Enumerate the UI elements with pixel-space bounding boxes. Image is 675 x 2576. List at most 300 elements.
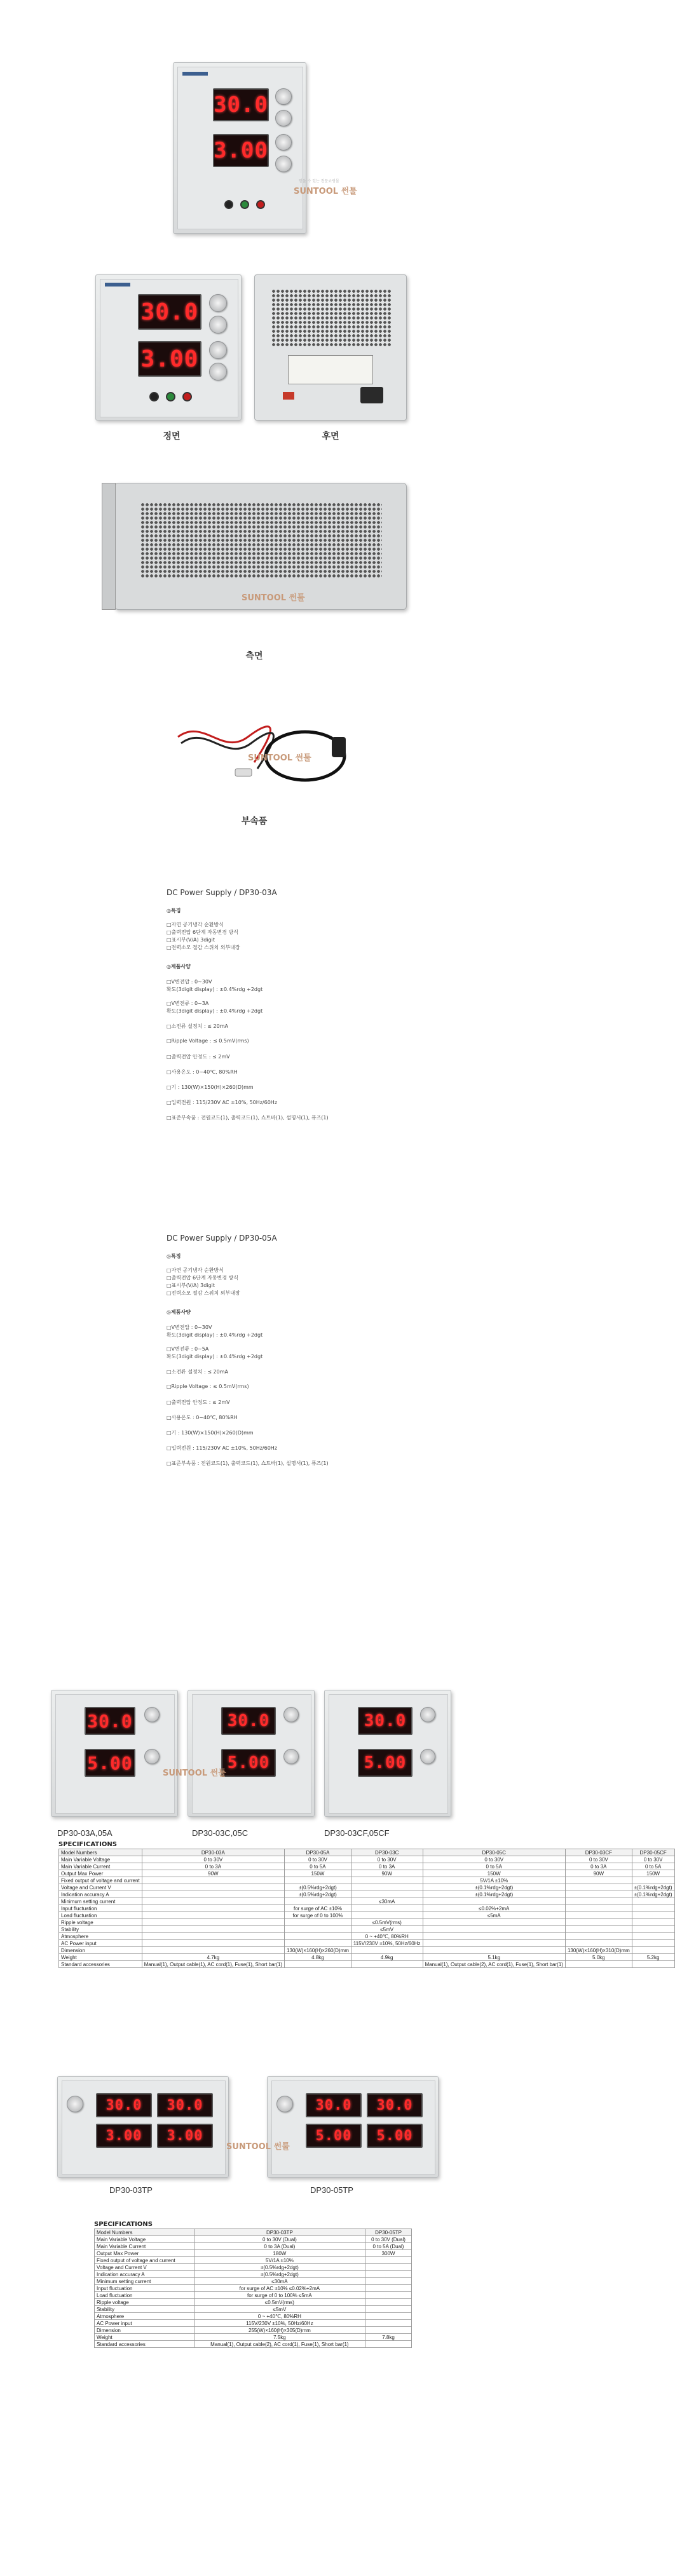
spec-cell: 130(W)×160(H)×260(D)mm xyxy=(285,1947,351,1954)
rear-fuse xyxy=(283,392,294,400)
spec-row-label: Input fluctuation xyxy=(59,1905,142,1912)
spec-cell xyxy=(142,1919,284,1926)
model-05tp-voltage-1: 30.0 xyxy=(306,2093,362,2117)
spec-row xyxy=(59,1863,675,1870)
model-03a-knob xyxy=(144,1707,160,1722)
desc-05a-feature: □표시부(V/A) 3digit xyxy=(167,1283,215,1288)
spec-cell: DP30-03A xyxy=(142,1849,284,1856)
spec-cell xyxy=(365,2285,412,2292)
fine-knob xyxy=(275,110,292,126)
spec-cell: DP30-05A xyxy=(285,1849,351,1856)
desc-05a-spec: □V변전류 : 0~5A xyxy=(167,1346,209,1352)
spec-row-label: Fixed output of voltage and current xyxy=(59,1877,142,1884)
spec-row xyxy=(95,2306,412,2313)
spec-row-label: Stability xyxy=(59,1926,142,1933)
spec-cell: 0 to 3A xyxy=(565,1863,632,1870)
model-03tp-voltage-2: 30.0 xyxy=(157,2093,213,2117)
spec-cell: 4.9kg xyxy=(351,1954,423,1961)
desc-03a-spec: 확도(3digit display) : ±0.4%rdg +2dgt xyxy=(167,987,263,992)
spec-cell: 5V/1A ±10% xyxy=(423,1877,565,1884)
spec-row xyxy=(59,1961,675,1968)
spec-cell xyxy=(142,1905,284,1912)
spec-cell: 90W xyxy=(565,1870,632,1877)
spec-row-label: Minimum setting current xyxy=(95,2278,194,2285)
spec-cell: 0 to 30V (Dual) xyxy=(194,2236,365,2243)
spec-cell xyxy=(365,2327,412,2334)
front-knob-3 xyxy=(209,341,227,359)
spec-row-label: Ripple voltage xyxy=(59,1919,142,1926)
spec-cell xyxy=(632,1926,674,1933)
model-05tp-current-1: 5.00 xyxy=(306,2124,362,2148)
spec-cell: ≤0.5mV(rms) xyxy=(194,2299,365,2306)
spec1-title: SPECIFICATIONS xyxy=(58,1841,117,1848)
spec-row xyxy=(95,2229,412,2236)
spec-row-label: Weight xyxy=(95,2334,194,2341)
spec-cell: DP30-05C xyxy=(423,1849,565,1856)
spec-cell: ±(0.5%rdg+2dgt) xyxy=(285,1891,351,1898)
spec-row xyxy=(59,1856,675,1863)
spec-cell xyxy=(423,1926,565,1933)
spec-cell xyxy=(365,2292,412,2299)
spec-row xyxy=(59,1891,675,1898)
desc-05a-spec-head: ◎제품사양 xyxy=(167,1309,191,1315)
spec-row-label: Indication accuracy A xyxy=(95,2271,194,2278)
spec-cell xyxy=(565,1905,632,1912)
model-03cf-current: 5.00 xyxy=(358,1749,412,1777)
desc-03a-spec: □소전류 설정치 : ≤ 20mA xyxy=(167,1023,228,1029)
spec-cell: 255(W)×160(H)×305(D)mm xyxy=(194,2327,365,2334)
front-power-supply xyxy=(95,274,242,421)
spec-cell: 150W xyxy=(423,1870,565,1877)
spec-cell: 4.7kg xyxy=(142,1954,284,1961)
spec-cell xyxy=(423,1919,565,1926)
desc-05a-feature-head: ◎특징 xyxy=(167,1253,181,1259)
spec-cell: 4.8kg xyxy=(285,1954,351,1961)
rear-label: 후면 xyxy=(322,431,339,442)
spec-cell xyxy=(285,1933,351,1940)
spec-cell xyxy=(142,1947,284,1954)
model-03a-photo xyxy=(51,1690,178,1817)
spec-row-label: Load fluctuation xyxy=(59,1912,142,1919)
spec-row xyxy=(95,2285,412,2292)
spec-cell: 0 to 5A xyxy=(423,1863,565,1870)
rear-power-supply xyxy=(254,274,407,421)
spec-cell xyxy=(632,1905,674,1912)
negative-terminal xyxy=(224,200,233,209)
spec-cell xyxy=(285,1898,351,1905)
spec-row-label: Atmosphere xyxy=(59,1933,142,1940)
spec-cell xyxy=(285,1940,351,1947)
spec-cell: 130(W)×160(H)×310(D)mm xyxy=(565,1947,632,1954)
spec-cell xyxy=(423,1898,565,1905)
front-gnd-jack xyxy=(166,392,175,401)
model-03tp-voltage-1: 30.0 xyxy=(96,2093,152,2117)
spec-row-label: Standard accessories xyxy=(59,1961,142,1968)
watermark-side: SUNTOOL 썬툴 xyxy=(242,593,305,603)
spec-row xyxy=(59,1905,675,1912)
desc-03a-spec: □사용온도 : 0~40℃, 80%RH xyxy=(167,1069,238,1075)
spec-cell xyxy=(365,2306,412,2313)
spec-cell xyxy=(565,1898,632,1905)
desc-03a-spec: □기 : 130(W)×150(H)×260(D)mm xyxy=(167,1084,254,1090)
spec-cell: 0 ~ +40℃, 80%RH xyxy=(351,1933,423,1940)
spec-cell xyxy=(351,1961,423,1968)
spec-row xyxy=(59,1947,675,1954)
spec-cell: ±(0.5%rdg+2dgt) xyxy=(285,1884,351,1891)
model-03c-knob xyxy=(283,1707,299,1722)
front-voltage-display: 30.0 xyxy=(138,294,201,330)
spec-cell: 5V/1A ±10% xyxy=(194,2257,365,2264)
spec-row-label: Load fluctuation xyxy=(95,2292,194,2299)
spec-cell: 0 to 3A (Dual) xyxy=(194,2243,365,2250)
model-05tp-voltage-2: 30.0 xyxy=(367,2093,423,2117)
model-03cf-knob xyxy=(420,1707,435,1722)
voltage-display: 30.0 xyxy=(213,88,269,121)
spec-cell: DP30-03CF xyxy=(565,1849,632,1856)
front-knob-4 xyxy=(209,363,227,381)
spec-cell: 150W xyxy=(632,1870,674,1877)
spec-row xyxy=(95,2313,412,2320)
spec-cell: 0 to 30V xyxy=(285,1856,351,1863)
spec-cell: Manual(1), Output cable(2), AC cord(1), Fuse(1), Short bar(1) xyxy=(194,2341,365,2348)
model-05tp-current-2: 5.00 xyxy=(367,2124,423,2148)
spec-cell xyxy=(142,1940,284,1947)
voltage-knob xyxy=(275,88,292,105)
spec-cell: for surge of AC ±10% xyxy=(285,1905,351,1912)
watermark-hero: SUNTOOL 썬툴 xyxy=(294,187,357,196)
spec-cell xyxy=(142,1912,284,1919)
spec-row xyxy=(59,1849,675,1856)
spec-cell xyxy=(142,1898,284,1905)
desc-03a-spec: □V변전류 : 0~3A xyxy=(167,1001,209,1006)
spec-row-label: Dimension xyxy=(59,1947,142,1954)
spec-cell: 90W xyxy=(142,1870,284,1877)
spec-cell: 0 to 30V xyxy=(351,1856,423,1863)
spec-cell: 300W xyxy=(365,2250,412,2257)
model-03cf-voltage: 30.0 xyxy=(358,1707,412,1735)
desc-05a-spec: □출력전압 안정도 : ≤ 2mV xyxy=(167,1399,230,1405)
side-front-panel xyxy=(102,483,116,610)
desc-03a-spec: □표준부속품 : 전원코드(1), 출력코드(1), 쇼트바(1), 설명서(1), 퓨즈(1) xyxy=(167,1115,329,1121)
desc-05a-feature: □전력소모 절감 스위치 외부내장 xyxy=(167,1290,240,1296)
spec-row-label: Main Variable Current xyxy=(95,2243,194,2250)
spec-cell xyxy=(565,1912,632,1919)
spec-row xyxy=(95,2236,412,2243)
front-label: 정면 xyxy=(163,431,181,442)
current-fine-knob xyxy=(275,156,292,172)
spec-cell: 0 to 5A xyxy=(285,1863,351,1870)
spec-cell: for surge of 0 to 100% ≤5mA xyxy=(194,2292,365,2299)
model-03tp-knob xyxy=(67,2096,83,2112)
spec-row xyxy=(95,2243,412,2250)
model-03a-knob xyxy=(144,1749,160,1764)
spec-cell xyxy=(142,1891,284,1898)
desc-05a-title: DC Power Supply / DP30-05A xyxy=(167,1234,277,1243)
model-03c-photo xyxy=(188,1690,315,1817)
spec-cell xyxy=(142,1926,284,1933)
watermark-dual: SUNTOOL 썬툴 xyxy=(226,2142,290,2152)
spec-cell: 0 to 30V (Dual) xyxy=(365,2236,412,2243)
spec-row xyxy=(95,2264,412,2271)
spec-row xyxy=(95,2341,412,2348)
spec-cell xyxy=(351,1912,423,1919)
spec-cell xyxy=(365,2257,412,2264)
desc-03a-feature: □표시부(V/A) 3digit xyxy=(167,937,215,943)
desc-05a-spec: □사용온도 : 0~40℃, 80%RH xyxy=(167,1415,238,1420)
model-03tp-photo xyxy=(57,2076,229,2178)
model-label-03a: DP30-03A,05A xyxy=(57,1828,112,1838)
desc-03a-spec: □입력전원 : 115/230V AC ±10%, 50Hz/60Hz xyxy=(167,1100,278,1105)
spec-row xyxy=(95,2250,412,2257)
spec2-table xyxy=(94,2229,412,2348)
spec-cell xyxy=(632,1898,674,1905)
model-03cf-photo xyxy=(324,1690,451,1817)
spec-cell: 115V/230V ±10%, 50Hz/60Hz xyxy=(351,1940,423,1947)
spec-cell xyxy=(565,1961,632,1968)
model-03tp-current-2: 3.00 xyxy=(157,2124,213,2148)
spec-cell: ≤0.5mV(rms) xyxy=(351,1919,423,1926)
spec-cell xyxy=(351,1884,423,1891)
spec-cell xyxy=(365,2313,412,2320)
spec-row-label: Indication accuracy A xyxy=(59,1891,142,1898)
spec-cell xyxy=(365,2341,412,2348)
model-03tp-current-1: 3.00 xyxy=(96,2124,152,2148)
spec-cell xyxy=(632,1933,674,1940)
desc-03a-feature-head: ◎특징 xyxy=(167,908,181,914)
spec-cell: 90W xyxy=(351,1870,423,1877)
spec-cell xyxy=(565,1884,632,1891)
spec-cell xyxy=(351,1947,423,1954)
model-03c-current: 5.00 xyxy=(221,1749,276,1777)
desc-05a-spec: □소전류 설정치 : ≤ 20mA xyxy=(167,1369,228,1375)
watermark-accessories: SUNTOOL 썬툴 xyxy=(248,753,311,763)
spec-cell xyxy=(423,1933,565,1940)
spec-cell: 7.5kg xyxy=(194,2334,365,2341)
model-label-03tp: DP30-03TP xyxy=(109,2185,153,2195)
front-knob-2 xyxy=(209,316,227,334)
spec-cell: ≤0.02%+2mA xyxy=(423,1905,565,1912)
spec-cell xyxy=(423,1940,565,1947)
spec-cell xyxy=(632,1919,674,1926)
front-pos-jack xyxy=(182,392,192,401)
spec-cell xyxy=(632,1940,674,1947)
desc-03a-spec-head: ◎제품사양 xyxy=(167,964,191,969)
spec-cell: for surge of 0 to 100% xyxy=(285,1912,351,1919)
ground-terminal xyxy=(240,200,249,209)
desc-05a-spec: □Ripple Voltage : ≤ 0.5mV(rms) xyxy=(167,1384,249,1389)
accessories-label: 부속품 xyxy=(241,816,268,826)
rear-ac-inlet xyxy=(360,387,383,403)
spec-row xyxy=(95,2299,412,2306)
spec-cell: 115V/230V ±10%, 50Hz/60Hz xyxy=(194,2320,365,2327)
spec-cell xyxy=(565,1940,632,1947)
desc-05a-spec: 확도(3digit display) : ±0.4%rdg +2dgt xyxy=(167,1332,263,1338)
positive-terminal xyxy=(256,200,265,209)
spec-row-label: Main Variable Current xyxy=(59,1863,142,1870)
spec-row-label: AC Power input xyxy=(95,2320,194,2327)
spec-cell xyxy=(632,1947,674,1954)
spec-row xyxy=(59,1898,675,1905)
spec-row-label: Output Max Power xyxy=(95,2250,194,2257)
spec-row-label: Stability xyxy=(95,2306,194,2313)
model-05tp-photo xyxy=(267,2076,439,2178)
model-label-05tp: DP30-05TP xyxy=(310,2185,353,2195)
model-03c-voltage: 30.0 xyxy=(221,1707,276,1735)
desc-03a-spec: □출력전압 안정도 : ≤ 2mV xyxy=(167,1054,230,1060)
spec-cell: 0 to 30V xyxy=(632,1856,674,1863)
spec-row-label: Output Max Power xyxy=(59,1870,142,1877)
desc-03a-feature: □전력소모 절감 스위치 외부내장 xyxy=(167,945,240,950)
spec-cell: DP30-05TP xyxy=(365,2229,412,2236)
model-label-03cf: DP30-03CF,05CF xyxy=(324,1828,390,1838)
spec-row xyxy=(59,1933,675,1940)
spec-cell: DP30-05CF xyxy=(632,1849,674,1856)
spec-cell xyxy=(285,1877,351,1884)
desc-03a-spec: 확도(3digit display) : ±0.4%rdg +2dgt xyxy=(167,1008,263,1014)
spec-row xyxy=(95,2271,412,2278)
desc-05a-spec: □입력전원 : 115/230V AC ±10%, 50Hz/60Hz xyxy=(167,1445,278,1451)
spec-cell: ±(0.1%rdg+2dgt) xyxy=(423,1891,565,1898)
spec-cell xyxy=(285,1919,351,1926)
spec-cell xyxy=(565,1891,632,1898)
spec-row-label: Dimension xyxy=(95,2327,194,2334)
front-current-display: 3.00 xyxy=(138,341,201,377)
spec-row-label: Weight xyxy=(59,1954,142,1961)
spec-cell xyxy=(285,1926,351,1933)
desc-03a-spec: □Ripple Voltage : ≤ 0.5mV(rms) xyxy=(167,1038,249,1044)
spec-row-label: AC Power input xyxy=(59,1940,142,1947)
spec-cell xyxy=(423,1947,565,1954)
model-label-03c: DP30-03C,05C xyxy=(192,1828,249,1838)
spec-row xyxy=(95,2320,412,2327)
spec-row-label: Model Numbers xyxy=(59,1849,142,1856)
spec-cell: ≤5mV xyxy=(351,1926,423,1933)
watermark-hero-small: 믿을 수 있는 전문쇼핑몰 xyxy=(299,179,339,184)
spec-row xyxy=(95,2257,412,2264)
spec-cell xyxy=(565,1933,632,1940)
spec-row xyxy=(59,1926,675,1933)
spec-cell xyxy=(632,1961,674,1968)
spec2-title: SPECIFICATIONS xyxy=(94,2221,153,2228)
spec-row xyxy=(59,1912,675,1919)
side-vent xyxy=(140,502,382,579)
spec-cell: 0 to 30V xyxy=(565,1856,632,1863)
spec-cell: 180W xyxy=(194,2250,365,2257)
spec-cell xyxy=(365,2271,412,2278)
spec-cell: 150W xyxy=(285,1870,351,1877)
spec-cell xyxy=(565,1926,632,1933)
spec-row xyxy=(59,1884,675,1891)
spec-row xyxy=(59,1877,675,1884)
spec-cell xyxy=(565,1919,632,1926)
spec-row xyxy=(95,2327,412,2334)
spec-cell: 0 to 30V xyxy=(423,1856,565,1863)
spec-cell xyxy=(632,1912,674,1919)
watermark-models: SUNTOOL 썬툴 xyxy=(163,1769,226,1778)
desc-03a-feature: □자연 공기냉각 순환방식 xyxy=(167,922,224,927)
current-knob xyxy=(275,134,292,151)
spec-row xyxy=(95,2278,412,2285)
spec-row-label: Standard accessories xyxy=(95,2341,194,2348)
desc-03a-feature: □출력전압 6단계 자동변경 방식 xyxy=(167,929,239,935)
spec-cell xyxy=(632,1877,674,1884)
spec-cell: 5.1kg xyxy=(423,1954,565,1961)
spec-cell: ≤5mV xyxy=(194,2306,365,2313)
spec-row-label: Minimum setting current xyxy=(59,1898,142,1905)
spec-row-label: Voltage and Current V xyxy=(59,1884,142,1891)
spec-cell: 0 to 30V xyxy=(142,1856,284,1863)
desc-03a-spec: □V변전압 : 0~30V xyxy=(167,979,212,985)
spec-cell: 5.0kg xyxy=(565,1954,632,1961)
spec-cell: Manual(1), Output cable(1), AC cord(1), Fuse(1), Short bar(1) xyxy=(142,1961,284,1968)
spec-cell xyxy=(365,2299,412,2306)
spec-cell: 5.2kg xyxy=(632,1954,674,1961)
front-knob-1 xyxy=(209,294,227,312)
spec-cell: 0 to 5A (Dual) xyxy=(365,2243,412,2250)
spec-cell xyxy=(365,2278,412,2285)
spec1-table xyxy=(58,1849,675,1968)
spec-cell: 0 to 3A xyxy=(351,1863,423,1870)
spec-cell: 0 to 3A xyxy=(142,1863,284,1870)
spec-row xyxy=(59,1919,675,1926)
spec-row-label: Input fluctuation xyxy=(95,2285,194,2292)
spec-cell xyxy=(365,2320,412,2327)
spec-cell: 7.8kg xyxy=(365,2334,412,2341)
spec-row-label: Voltage and Current V xyxy=(95,2264,194,2271)
desc-05a-spec: □V변전압 : 0~30V xyxy=(167,1325,212,1330)
spec-cell: ≤30mA xyxy=(194,2278,365,2285)
model-03c-knob xyxy=(283,1749,299,1764)
spec-cell: for surge of AC ±10% ≤0.02%+2mA xyxy=(194,2285,365,2292)
spec-cell: ≤30mA xyxy=(351,1898,423,1905)
current-display: 3.00 xyxy=(213,134,269,167)
spec-row xyxy=(59,1954,675,1961)
spec-cell: ±(0.1%rdg+2dgt) xyxy=(423,1884,565,1891)
spec-cell xyxy=(351,1877,423,1884)
spec-row xyxy=(59,1940,675,1947)
spec-row-label: Fixed output of voltage and current xyxy=(95,2257,194,2264)
spec-row-label: Main Variable Voltage xyxy=(59,1856,142,1863)
spec-cell: ±(0.1%rdg+2dgt) xyxy=(632,1891,674,1898)
spec-cell xyxy=(142,1884,284,1891)
spec-cell: 0 ~ +40℃, 80%RH xyxy=(194,2313,365,2320)
model-03a-voltage: 30.0 xyxy=(85,1707,135,1735)
spec-cell: ±(0.5%rdg+2dgt) xyxy=(194,2264,365,2271)
spec-cell xyxy=(142,1933,284,1940)
hero-power-supply xyxy=(173,62,306,234)
spec-cell xyxy=(351,1891,423,1898)
model-03a-current: 5.00 xyxy=(85,1749,135,1777)
spec-cell: ±(0.5%rdg+2dgt) xyxy=(194,2271,365,2278)
spec-cell: 0 to 5A xyxy=(632,1863,674,1870)
spec-cell: ±(0.1%rdg+2dgt) xyxy=(632,1884,674,1891)
spec-cell: DP30-03TP xyxy=(194,2229,365,2236)
spec-cell xyxy=(351,1905,423,1912)
spec-cell xyxy=(142,1877,284,1884)
model-03cf-knob xyxy=(420,1749,435,1764)
spec-cell xyxy=(285,1961,351,1968)
desc-05a-feature: □출력전압 6단계 자동변경 방식 xyxy=(167,1275,239,1281)
spec-cell xyxy=(565,1877,632,1884)
spec-row-label: Model Numbers xyxy=(95,2229,194,2236)
desc-05a-spec: 확도(3digit display) : ±0.4%rdg +2dgt xyxy=(167,1354,263,1359)
spec-cell: DP30-03C xyxy=(351,1849,423,1856)
front-neg-jack xyxy=(149,392,159,401)
spec-cell xyxy=(365,2264,412,2271)
spec-cell: Manual(1), Output cable(2), AC cord(1), Fuse(1), Short bar(1) xyxy=(423,1961,565,1968)
spec-row xyxy=(95,2334,412,2341)
spec-row-label: Ripple voltage xyxy=(95,2299,194,2306)
